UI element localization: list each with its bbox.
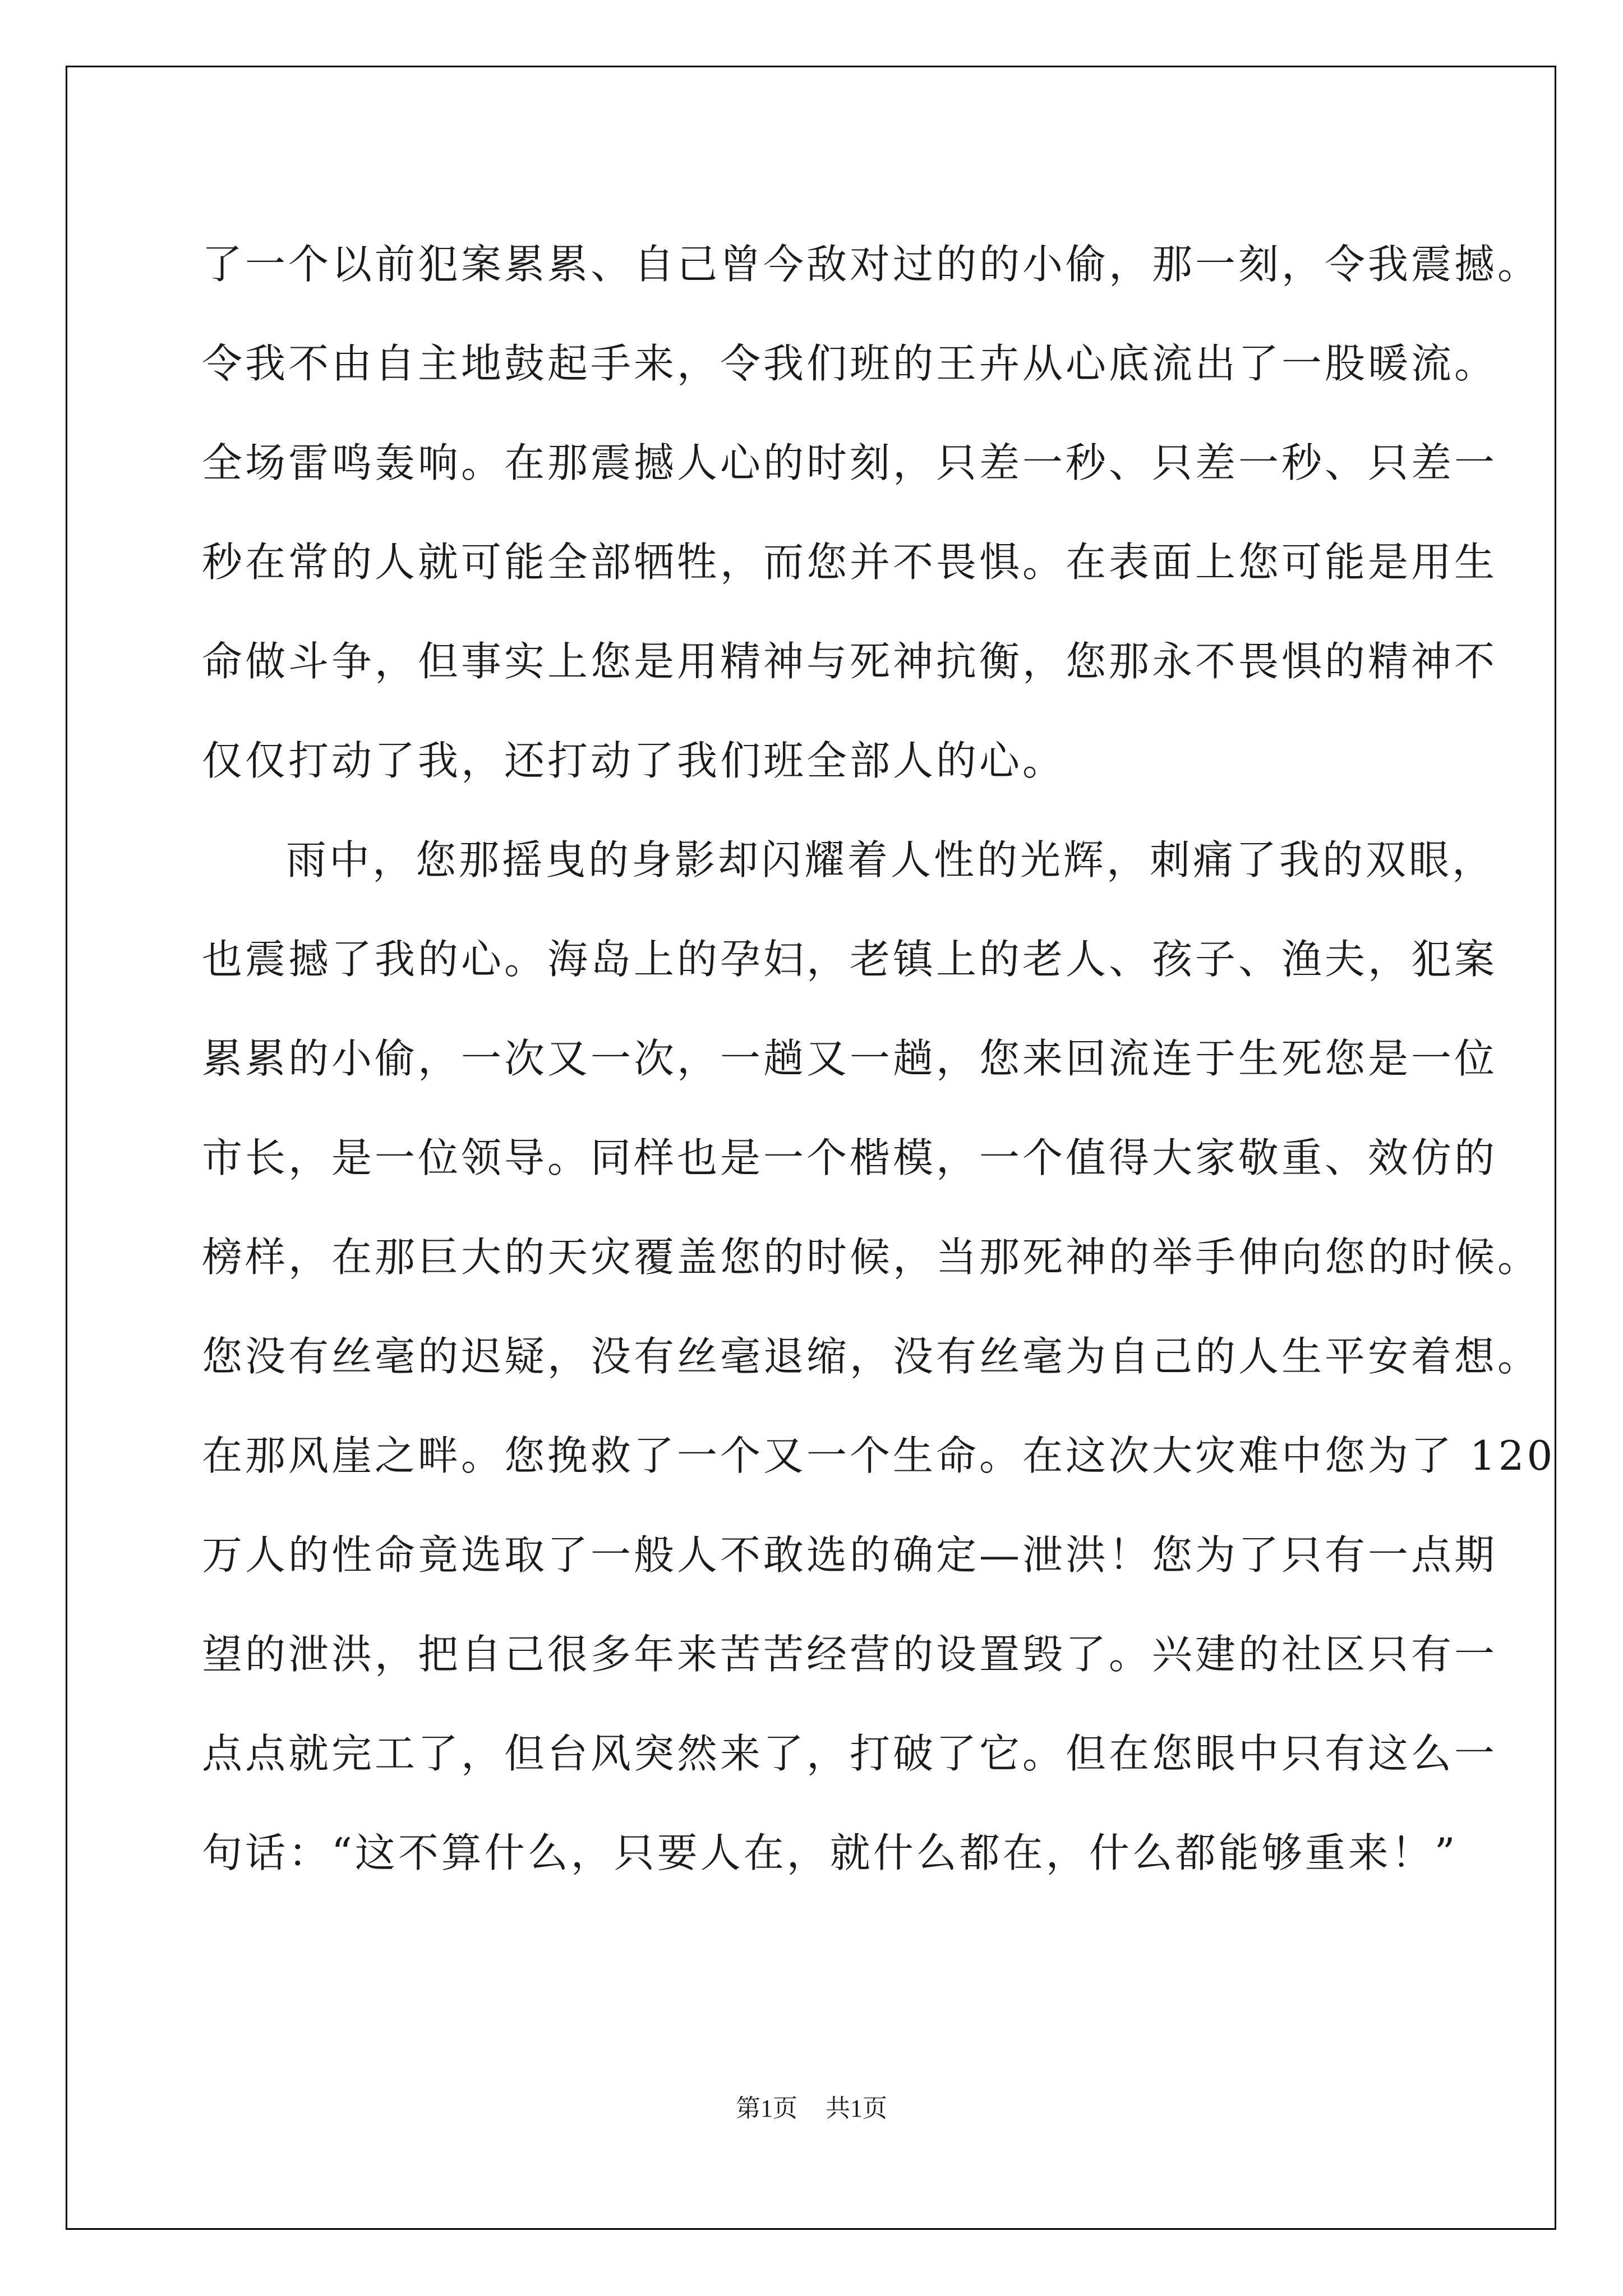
text-line: 万人的性命竟选取了一般人不敢选的确定—泄洪！您为了只有一点期 bbox=[202, 1531, 1498, 1579]
text-line: 全场雷鸣轰响。在那震撼人心的时刻，只差一秒、只差一秒、只差一 bbox=[202, 439, 1498, 486]
text-line: 榜样，在那巨大的天灾覆盖您的时候，当那死神的举手伸向您的时候。 bbox=[202, 1234, 1541, 1281]
text-line: 您没有丝毫的迟疑，没有丝毫退缩，没有丝毫为自己的人生平安着想。 bbox=[202, 1333, 1541, 1380]
text-line: 市长，是一位领导。同样也是一个楷模，一个值得大家敬重、效仿的 bbox=[202, 1134, 1498, 1181]
text-line: 在那风崖之畔。您挽救了一个又一个生命。在这次大灾难中您为了 120 bbox=[202, 1432, 1556, 1479]
text-line: 了一个以前犯案累累、自己曾今敌对过的的小偷，那一刻，令我震撼。 bbox=[202, 241, 1541, 288]
page-footer bbox=[0, 2088, 1623, 2124]
text-line: 望的泄洪，把自己很多年来苦苦经营的设置毁了。兴建的社区只有一 bbox=[202, 1631, 1498, 1678]
text-line: 命做斗争，但事实上您是用精神与死神抗衡，您那永不畏惧的精神不 bbox=[202, 638, 1498, 685]
page-number: 第1页 bbox=[736, 2095, 797, 2122]
text-line: 累累的小偷，一次又一次，一趟又一趟，您来回流连于生死您是一位 bbox=[202, 1035, 1498, 1082]
text-line: 句话：“这不算什么，只要人在，就什么都在，什么都能够重来！” bbox=[202, 1829, 1458, 1876]
text-line: 也震撼了我的心。海岛上的孕妇，老镇上的老人、孩子、渔夫，犯案 bbox=[202, 936, 1498, 983]
text-line: 仅仅打动了我，还打动了我们班全部人的心。 bbox=[202, 737, 1066, 784]
text-line: 点点就完工了，但台风突然来了，打破了它。但在您眼中只有这么一 bbox=[202, 1730, 1498, 1777]
document-body bbox=[202, 215, 1556, 1903]
text-line: 令我不由自主地鼓起手来，令我们班的王卉从心底流出了一股暖流。 bbox=[202, 340, 1498, 387]
page-total: 共1页 bbox=[826, 2095, 887, 2122]
paragraph-start-line: 雨中，您那摇曳的身影却闪耀着人性的光辉，刺痛了我的双眼， bbox=[286, 836, 1496, 884]
text-line: 秒在常的人就可能全部牺牲，而您并不畏惧。在表面上您可能是用生 bbox=[202, 539, 1498, 586]
